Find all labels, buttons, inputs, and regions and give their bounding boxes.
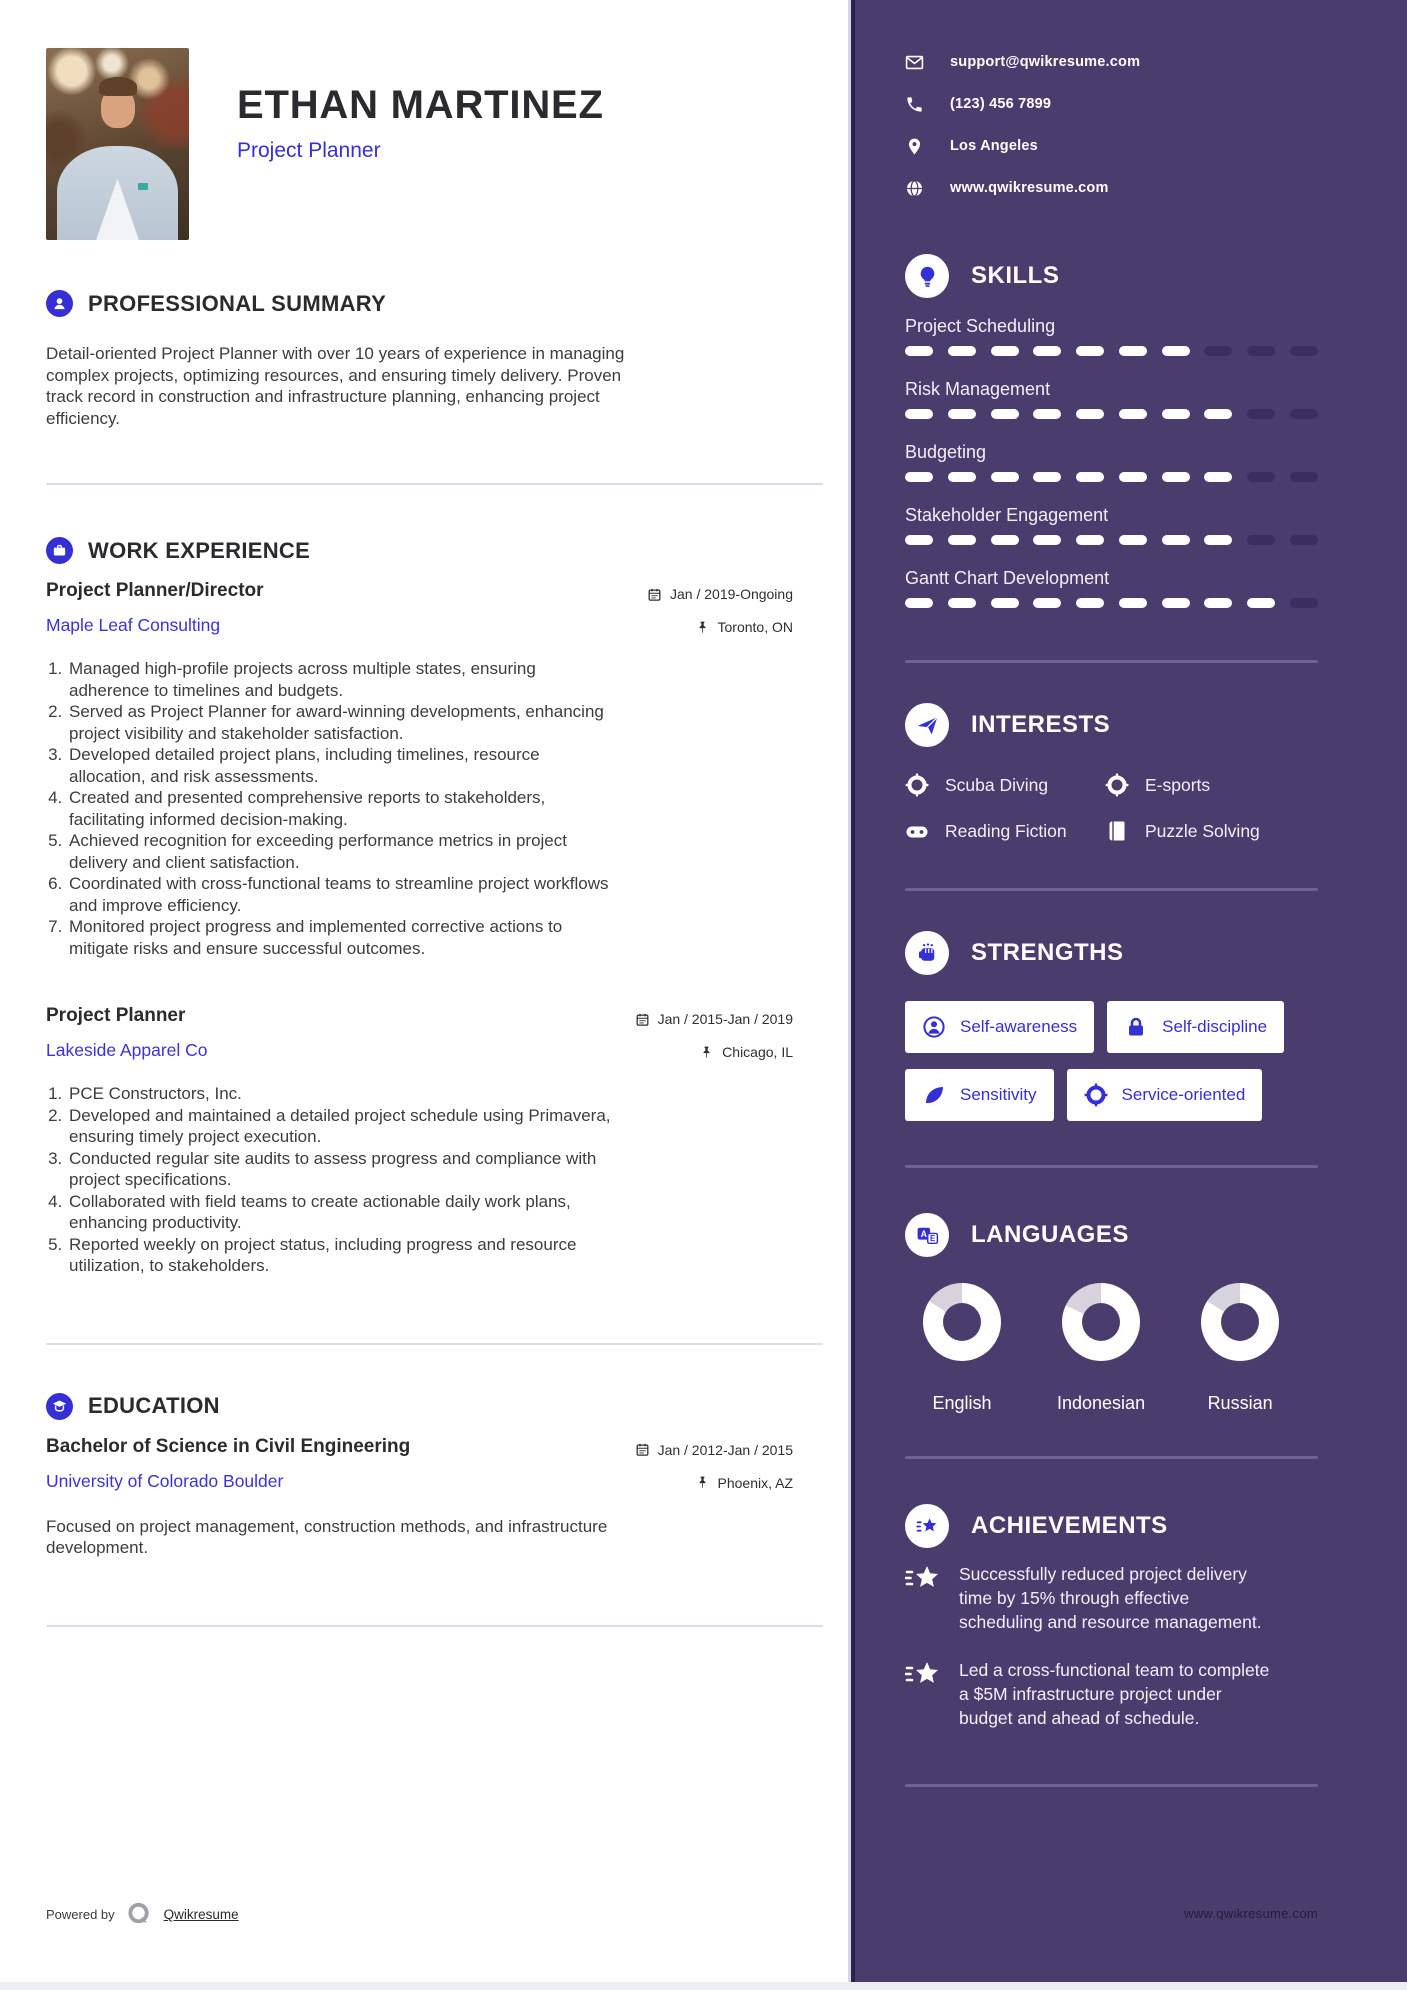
job-dates: Jan / 2019-Ongoing <box>647 584 793 604</box>
skill-dash-filled <box>1033 598 1061 608</box>
achievements-heading: ACHIEVEMENTS <box>971 1512 1168 1539</box>
leaf-icon <box>922 1083 946 1107</box>
skill-dash-empty <box>1290 535 1318 545</box>
calendar-icon <box>635 1012 650 1027</box>
pushpin-icon <box>695 1475 710 1490</box>
skill-dash-filled <box>1033 346 1061 356</box>
skill-dash-filled <box>948 535 976 545</box>
calendar-icon <box>635 1442 650 1457</box>
briefcase-icon <box>46 537 73 564</box>
skills-list <box>905 316 1318 608</box>
language-item <box>1057 1283 1145 1414</box>
strength-chip <box>1107 1001 1284 1053</box>
profile-photo <box>46 48 189 240</box>
skill-dash-filled <box>991 472 1019 482</box>
skill-dash-empty <box>1290 598 1318 608</box>
skill-dash-filled <box>1204 535 1232 545</box>
skill-dash-empty <box>1247 409 1275 419</box>
skill-dash-filled <box>1204 598 1232 608</box>
skill-dash-filled <box>1247 598 1275 608</box>
skill-level-bar <box>905 535 1318 545</box>
skill-dash-filled <box>1076 535 1104 545</box>
skill-dash-filled <box>1162 346 1190 356</box>
skill-dash-filled <box>1119 346 1147 356</box>
education-heading: EDUCATION <box>88 1393 220 1418</box>
candidate-title: Project Planner <box>237 139 381 162</box>
strength-label: Self-awareness <box>960 1017 1078 1036</box>
powered-by <box>46 1901 239 1928</box>
skill-dash-filled <box>1162 535 1190 545</box>
contact-phone[interactable]: (123) 456 7899 <box>905 94 1318 114</box>
skill-item <box>905 505 1318 545</box>
header <box>46 48 848 240</box>
skill-dash-filled <box>948 598 976 608</box>
skill-dash-filled <box>948 409 976 419</box>
paper-plane-icon <box>905 703 949 747</box>
interest-label: Puzzle Solving <box>1145 820 1260 841</box>
languages-list <box>905 1283 1318 1414</box>
job-entry <box>46 1005 823 1277</box>
skill-dash-filled <box>1162 598 1190 608</box>
skill-dash-empty <box>1247 472 1275 482</box>
skill-dash-filled <box>1033 409 1061 419</box>
lightbulb-icon <box>905 254 949 298</box>
interest-label: Reading Fiction <box>945 820 1067 841</box>
job-dates: Jan / 2015-Jan / 2019 <box>635 1009 793 1029</box>
shooting-star-icon <box>905 1504 949 1548</box>
graduate-icon <box>46 1393 73 1420</box>
divider <box>46 1625 823 1627</box>
interest-label: Scuba Diving <box>945 774 1049 795</box>
experience-heading: WORK EXPERIENCE <box>88 537 311 563</box>
sidebar-divider <box>905 660 1318 663</box>
svg-text:E: E <box>929 1233 935 1243</box>
sidebar-divider <box>905 1165 1318 1168</box>
skill-dash-filled <box>1033 472 1061 482</box>
interests-section-header <box>905 703 1318 747</box>
divider <box>46 483 823 485</box>
lock-icon <box>1124 1015 1148 1039</box>
contact-website[interactable]: www.qwikresume.com <box>905 178 1318 198</box>
person-icon <box>46 290 73 317</box>
sidebar-divider <box>905 1456 1318 1459</box>
education-description: Focused on project management, construction methods, and infrastructure development. <box>46 1516 608 1557</box>
divider <box>46 1343 823 1345</box>
interests-heading: INTERESTS <box>971 711 1111 738</box>
skill-dash-empty <box>1247 535 1275 545</box>
contact-location: Los Angeles <box>905 136 1318 156</box>
skill-dash-empty <box>1290 346 1318 356</box>
pushpin-icon <box>695 620 710 635</box>
strength-chip <box>905 1001 1094 1053</box>
skill-dash-filled <box>991 409 1019 419</box>
education-entry <box>46 1436 823 1559</box>
strengths-list <box>905 1001 1318 1121</box>
svg-text:A: A <box>920 1228 927 1239</box>
gamepad-icon <box>905 819 929 843</box>
skill-item <box>905 316 1318 356</box>
bullet-item: 5. Achieved recognition for exceeding performance metrics in project delivery and client satisfaction. <box>67 830 612 873</box>
qwikresume-logo-icon <box>126 1901 153 1928</box>
bullet-item: 3. Conducted regular site audits to assess progress and compliance with project specifications. <box>67 1148 612 1191</box>
bullet-item: 1. Managed high-profile projects across multiple states, ensuring adherence to timelines and budgets. <box>67 658 612 701</box>
skill-name: Budgeting <box>905 442 987 462</box>
bullet-item: 2. Served as Project Planner for award-winning developments, enhancing project visibility and stakeholder satisfaction. <box>67 701 612 744</box>
job-location: Toronto, ON <box>647 617 793 637</box>
language-donut-chart <box>923 1283 1001 1361</box>
language-name: Russian <box>1207 1393 1273 1413</box>
star-icon <box>905 1564 941 1596</box>
page-bottom-strip <box>0 1982 1407 1990</box>
skill-dash-empty <box>1204 346 1232 356</box>
school-link[interactable]: University of Colorado Boulder <box>46 1470 284 1491</box>
skill-dash-filled <box>1204 472 1232 482</box>
achievement-item <box>905 1658 1318 1730</box>
skill-item <box>905 568 1318 608</box>
star-icon <box>905 1660 941 1692</box>
pushpin-icon <box>699 1045 714 1060</box>
skill-dash-filled <box>1119 472 1147 482</box>
skill-dash-filled <box>948 346 976 356</box>
skill-dash-filled <box>991 346 1019 356</box>
bullet-item: 7. Monitored project progress and implemented corrective actions to mitigate risks and ensure successful outcomes. <box>67 916 612 959</box>
skill-dash-filled <box>1119 535 1147 545</box>
skill-dash-filled <box>1076 598 1104 608</box>
skill-level-bar <box>905 409 1318 419</box>
job-bullets <box>46 658 612 959</box>
phone-icon <box>905 95 924 114</box>
bullet-item: 5. Reported weekly on project status, including progress and resource utilization, to stakeholders. <box>67 1234 612 1277</box>
interest-item <box>1105 819 1318 843</box>
skill-level-bar <box>905 598 1318 608</box>
skill-level-bar <box>905 346 1318 356</box>
skill-dash-filled <box>905 472 933 482</box>
footer-website: www.qwikresume.com <box>1184 1906 1318 1921</box>
interest-item <box>1105 773 1318 797</box>
qwikresume-link[interactable]: Qwikresume <box>163 1907 239 1922</box>
skills-section-header <box>905 254 1318 298</box>
person-circle-icon <box>922 1015 946 1039</box>
company-link[interactable]: Maple Leaf Consulting <box>46 615 221 635</box>
summary-heading: PROFESSIONAL SUMMARY <box>88 290 387 316</box>
skill-dash-filled <box>905 535 933 545</box>
languages-heading: LANGUAGES <box>971 1221 1129 1248</box>
summary-text: Detail-oriented Project Planner with over 10 years of experience in managing complex projects, optimizing resources, and ensuring timely delivery. Proven track record in construction and infrastructure planning, enhancing project efficiency. <box>46 344 625 428</box>
achievements-list <box>905 1562 1318 1730</box>
bullet-item: 4. Collaborated with field teams to create actionable daily work plans, enhancing productivity. <box>67 1191 612 1234</box>
degree: Bachelor of Science in Civil Engineering <box>46 1435 411 1457</box>
company-link[interactable]: Lakeside Apparel Co <box>46 1040 208 1060</box>
skill-dash-filled <box>905 409 933 419</box>
achievement-text: Successfully reduced project delivery time by 15% through effective scheduling and resource management. <box>959 1564 1262 1632</box>
bullet-item: 3. Developed detailed project plans, including timelines, resource allocation, and risk assessments. <box>67 744 612 787</box>
sidebar-divider <box>905 888 1318 891</box>
lifebuoy-icon <box>905 773 929 797</box>
candidate-name: ETHAN MARTINEZ <box>237 83 604 127</box>
interests-list <box>905 773 1318 843</box>
lifebuoy-icon <box>1084 1083 1108 1107</box>
languages-section-header <box>905 1213 1318 1257</box>
skill-dash-empty <box>1247 346 1275 356</box>
skill-dash-empty <box>1290 472 1318 482</box>
skill-dash-filled <box>1204 409 1232 419</box>
book-icon <box>1105 819 1129 843</box>
job-title: Project Planner/Director <box>46 580 264 601</box>
skill-dash-filled <box>1162 472 1190 482</box>
education-dates: Jan / 2012-Jan / 2015 <box>635 1440 793 1460</box>
skills-heading: SKILLS <box>971 262 1060 289</box>
education-section-header <box>46 1393 848 1420</box>
achievement-item <box>905 1562 1318 1634</box>
skill-name: Risk Management <box>905 379 1051 399</box>
strengths-section-header <box>905 931 1318 975</box>
interest-item <box>905 819 1105 843</box>
language-name: Indonesian <box>1057 1393 1146 1413</box>
powered-by-label: Powered by <box>46 1907 115 1922</box>
job-title: Project Planner <box>46 1005 186 1026</box>
interest-label: E-sports <box>1145 774 1211 795</box>
fist-icon <box>905 931 949 975</box>
skill-level-bar <box>905 472 1318 482</box>
language-donut-chart <box>1201 1283 1279 1361</box>
language-donut-chart <box>1062 1283 1140 1361</box>
summary-section-header <box>46 290 848 317</box>
job-entry <box>46 580 823 959</box>
mail-icon <box>905 53 924 72</box>
strength-chip <box>905 1069 1054 1121</box>
skill-dash-filled <box>1162 409 1190 419</box>
skill-dash-filled <box>1076 346 1104 356</box>
translate-icon <box>905 1213 949 1257</box>
contact-email[interactable]: support@qwikresume.com <box>905 52 1318 72</box>
globe-icon <box>905 179 924 198</box>
job-location: Chicago, IL <box>635 1042 793 1062</box>
bullet-item: 6. Coordinated with cross-functional teams to streamline project workflows and improve efficiency. <box>67 873 612 916</box>
skill-dash-filled <box>1119 409 1147 419</box>
skill-dash-filled <box>991 535 1019 545</box>
achievements-section-header <box>905 1504 1318 1548</box>
strength-chip <box>1067 1069 1263 1121</box>
bullet-item: 4. Created and presented comprehensive reports to stakeholders, facilitating informed decision-making. <box>67 787 612 830</box>
job-bullets <box>46 1083 612 1277</box>
language-item <box>923 1283 1001 1414</box>
skill-item <box>905 379 1318 419</box>
skill-dash-filled <box>1033 535 1061 545</box>
skill-dash-filled <box>1119 598 1147 608</box>
achievement-text: Led a cross-functional team to complete a $5M infrastructure project under budget and ahead of schedule. <box>959 1660 1270 1728</box>
strength-label: Service-oriented <box>1121 1085 1246 1104</box>
strength-label: Sensitivity <box>960 1085 1037 1104</box>
strengths-heading: STRENGTHS <box>971 939 1124 966</box>
skill-name: Project Scheduling <box>905 316 1056 336</box>
skill-dash-filled <box>905 598 933 608</box>
bullet-item: 1. PCE Constructors, Inc. <box>67 1083 612 1105</box>
language-item <box>1201 1283 1279 1414</box>
lifebuoy-icon <box>1105 773 1129 797</box>
sidebar-divider <box>905 1784 1318 1787</box>
resume-sidebar <box>848 0 1407 1982</box>
language-name: English <box>932 1393 992 1413</box>
skill-dash-filled <box>991 598 1019 608</box>
interest-item <box>905 773 1105 797</box>
calendar-icon <box>647 587 662 602</box>
location-pin-icon <box>905 137 924 156</box>
skill-dash-filled <box>1076 472 1104 482</box>
strength-label: Self-discipline <box>1162 1017 1268 1036</box>
skill-dash-filled <box>1076 409 1104 419</box>
education-location: Phoenix, AZ <box>635 1473 793 1493</box>
bullet-item: 2. Developed and maintained a detailed project schedule using Primavera, ensuring timely project execution. <box>67 1105 612 1148</box>
skill-dash-filled <box>948 472 976 482</box>
skill-dash-empty <box>1290 409 1318 419</box>
skill-dash-filled <box>905 346 933 356</box>
skill-name: Gantt Chart Development <box>905 568 1110 588</box>
experience-section-header <box>46 537 848 564</box>
skill-name: Stakeholder Engagement <box>905 505 1109 525</box>
skill-item <box>905 442 1318 482</box>
